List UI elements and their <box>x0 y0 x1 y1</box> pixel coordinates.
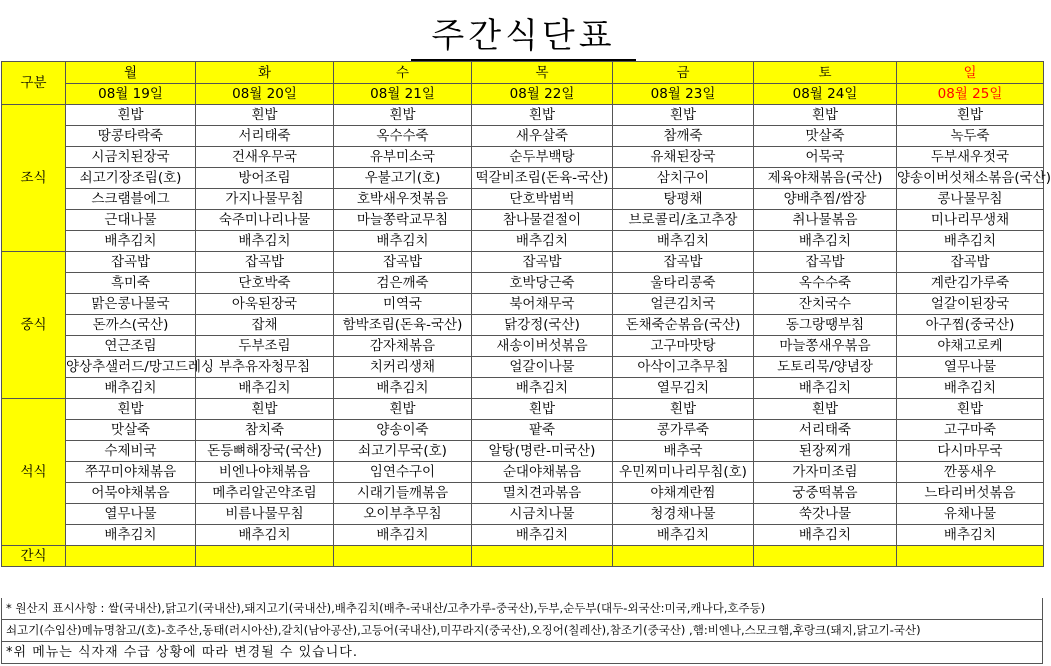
menu-item: 청경채나물 <box>613 504 754 525</box>
menu-item: 배추김치 <box>897 231 1044 252</box>
meal-row <box>2 420 1044 441</box>
menu-item: 맛살죽 <box>754 126 897 147</box>
menu-item: 팥죽 <box>472 420 613 441</box>
meal-row <box>2 399 1044 420</box>
menu-item: 배추김치 <box>334 378 472 399</box>
menu-item: 열무나물 <box>66 504 196 525</box>
meal-label: 석식 <box>2 399 66 546</box>
menu-item: 배추김치 <box>66 378 196 399</box>
menu-item: 멸치견과볶음 <box>472 483 613 504</box>
menu-item: 도토리묵/양념장 <box>754 357 897 378</box>
menu-item: 배추김치 <box>613 231 754 252</box>
menu-item: 호박새우젓볶음 <box>334 189 472 210</box>
snack-cell <box>196 546 334 567</box>
menu-item: 흰밥 <box>897 399 1044 420</box>
menu-item: 배추김치 <box>196 525 334 546</box>
menu-item: 다시마무국 <box>897 441 1044 462</box>
menu-item: 돈등뼈해장국(국산) <box>196 441 334 462</box>
menu-item: 배추김치 <box>196 378 334 399</box>
menu-item: 고구마맛탕 <box>613 336 754 357</box>
menu-item: 흰밥 <box>472 399 613 420</box>
menu-item: 방어조림 <box>196 168 334 189</box>
day-header: 화 <box>196 62 334 84</box>
header-gubun: 구분 <box>2 62 66 105</box>
menu-item: 알탕(명란-미국산) <box>472 441 613 462</box>
menu-item: 삼치구이 <box>613 168 754 189</box>
menu-item: 야채고로케 <box>897 336 1044 357</box>
menu-item: 열무나물 <box>897 357 1044 378</box>
menu-item: 가지나물무침 <box>196 189 334 210</box>
menu-item: 탕평채 <box>613 189 754 210</box>
menu-item: 배추국 <box>613 441 754 462</box>
snack-cell <box>66 546 196 567</box>
menu-item: 오이부추무침 <box>334 504 472 525</box>
menu-item: 고구마죽 <box>897 420 1044 441</box>
menu-item: 배추김치 <box>66 525 196 546</box>
meal-row <box>2 462 1044 483</box>
menu-item: 흰밥 <box>613 399 754 420</box>
meal-row <box>2 126 1044 147</box>
menu-item: 배추김치 <box>754 525 897 546</box>
menu-item: 참치죽 <box>196 420 334 441</box>
meal-row <box>2 294 1044 315</box>
meal-row <box>2 525 1044 546</box>
menu-item: 흰밥 <box>897 105 1044 126</box>
menu-item: 새우살죽 <box>472 126 613 147</box>
menu-item: 잡곡밥 <box>334 252 472 273</box>
menu-item: 감자채볶음 <box>334 336 472 357</box>
notes-section <box>1 598 1043 664</box>
menu-item: 맑은콩나물국 <box>66 294 196 315</box>
meal-row <box>2 336 1044 357</box>
menu-item: 비름나물무침 <box>196 504 334 525</box>
day-header: 목 <box>472 62 613 84</box>
meal-row <box>2 210 1044 231</box>
menu-item: 연근조림 <box>66 336 196 357</box>
menu-item: 잡곡밥 <box>754 252 897 273</box>
title-area <box>0 0 1047 60</box>
menu-item: 잔치국수 <box>754 294 897 315</box>
menu-item: 우민찌미나리무침(호) <box>613 462 754 483</box>
meal-row <box>2 105 1044 126</box>
menu-item: 우불고기(호) <box>334 168 472 189</box>
menu-item: 두부조림 <box>196 336 334 357</box>
menu-item: 함박조림(돈육-국산) <box>334 315 472 336</box>
menu-item: 배추김치 <box>472 231 613 252</box>
menu-item: 얼갈이된장국 <box>897 294 1044 315</box>
menu-item: 맛살죽 <box>66 420 196 441</box>
menu-item: 옥수수죽 <box>334 126 472 147</box>
menu-item: 양상추샐러드/망고드레싱 <box>66 357 196 378</box>
menu-item: 콩나물무침 <box>897 189 1044 210</box>
menu-item: 아구찜(중국산) <box>897 315 1044 336</box>
menu-item: 비엔나야채볶음 <box>196 462 334 483</box>
menu-item: 마늘쫑락교무침 <box>334 210 472 231</box>
menu-item: 된장찌개 <box>754 441 897 462</box>
menu-item: 잡곡밥 <box>66 252 196 273</box>
menu-item: 흰밥 <box>754 399 897 420</box>
day-header: 월 <box>66 62 196 84</box>
date-header: 08월 23일 <box>613 84 754 105</box>
menu-item: 계란김가루죽 <box>897 273 1044 294</box>
snack-cell <box>897 546 1044 567</box>
date-header: 08월 20일 <box>196 84 334 105</box>
menu-item: 배추김치 <box>334 525 472 546</box>
menu-item: 돈채죽순볶음(국산) <box>613 315 754 336</box>
menu-item: 배추김치 <box>196 231 334 252</box>
change-notice: *위 메뉴는 식자재 수급 상황에 따라 변경될 수 있습니다. <box>1 642 1043 664</box>
menu-item: 메추리알곤약조림 <box>196 483 334 504</box>
menu-item: 시금치된장국 <box>66 147 196 168</box>
menu-item: 돈까스(국산) <box>66 315 196 336</box>
menu-item: 흰밥 <box>66 105 196 126</box>
menu-item: 닭강정(국산) <box>472 315 613 336</box>
snack-cell <box>754 546 897 567</box>
date-header: 08월 19일 <box>66 84 196 105</box>
menu-item: 취나물볶음 <box>754 210 897 231</box>
page-title: 주간식단표 <box>411 8 635 61</box>
menu-item: 제육야채볶음(국산) <box>754 168 897 189</box>
date-header: 08월 24일 <box>754 84 897 105</box>
meal-row <box>2 147 1044 168</box>
meal-row <box>2 483 1044 504</box>
menu-item: 순대야채볶음 <box>472 462 613 483</box>
menu-item: 흰밥 <box>334 105 472 126</box>
menu-item: 유부미소국 <box>334 147 472 168</box>
menu-item: 콩가루죽 <box>613 420 754 441</box>
origin-note-detail: 쇠고기(수입산)메뉴명참고/(호)-호주산,동태(러시아산),갈치(남아공산),고등어(국내산),미꾸라지(중국산),오징어(칠레산),참조기(중국산) ,햄:비엔나,스모크햄,후랑크(돼지,닭고기-국산) <box>1 620 1043 642</box>
menu-item: 흰밥 <box>613 105 754 126</box>
day-header: 토 <box>754 62 897 84</box>
snack-row <box>2 546 1044 567</box>
menu-item: 참깨죽 <box>613 126 754 147</box>
menu-item: 시금치나물 <box>472 504 613 525</box>
day-header: 수 <box>334 62 472 84</box>
menu-item: 녹두죽 <box>897 126 1044 147</box>
snack-cell <box>472 546 613 567</box>
date-header: 08월 22일 <box>472 84 613 105</box>
menu-item: 어묵야채볶음 <box>66 483 196 504</box>
menu-item: 떡갈비조림(돈육-국산) <box>472 168 613 189</box>
origin-note: * 원산지 표시사항 : 쌀(국내산),닭고기(국내산),돼지고기(국내산),배추김치(배추-국내산/고추가루-중국산),두부,순두부(대두-외국산:미국,캐나다,호주등) <box>1 598 1043 620</box>
menu-item: 흰밥 <box>754 105 897 126</box>
menu-item: 열무김치 <box>613 378 754 399</box>
menu-item: 쇠고기무국(호) <box>334 441 472 462</box>
menu-item: 잡곡밥 <box>472 252 613 273</box>
meal-row <box>2 252 1044 273</box>
meal-label: 조식 <box>2 105 66 252</box>
menu-item: 배추김치 <box>754 231 897 252</box>
menu-item: 흰밥 <box>472 105 613 126</box>
meal-row <box>2 231 1044 252</box>
menu-item: 유채된장국 <box>613 147 754 168</box>
menu-item: 양배추찜/쌈장 <box>754 189 897 210</box>
menu-item: 울타리콩죽 <box>613 273 754 294</box>
menu-item: 수제비국 <box>66 441 196 462</box>
menu-item: 옥수수죽 <box>754 273 897 294</box>
snack-cell <box>613 546 754 567</box>
menu-item: 배추김치 <box>472 378 613 399</box>
meal-row <box>2 504 1044 525</box>
meal-row <box>2 315 1044 336</box>
meal-row <box>2 441 1044 462</box>
meal-row <box>2 378 1044 399</box>
menu-item: 흑미죽 <box>66 273 196 294</box>
menu-item: 스크램블에그 <box>66 189 196 210</box>
snack-label: 간식 <box>2 546 66 567</box>
menu-item: 흰밥 <box>196 105 334 126</box>
menu-item: 단호박범벅 <box>472 189 613 210</box>
menu-item: 단호박죽 <box>196 273 334 294</box>
menu-item: 근대나물 <box>66 210 196 231</box>
menu-item: 잡곡밥 <box>196 252 334 273</box>
menu-item: 쭈꾸미야채볶음 <box>66 462 196 483</box>
menu-item: 서리태죽 <box>754 420 897 441</box>
menu-item: 배추김치 <box>334 231 472 252</box>
menu-item: 두부새우젓국 <box>897 147 1044 168</box>
menu-item: 동그랑땡부침 <box>754 315 897 336</box>
menu-item: 부추유자청무침 <box>196 357 334 378</box>
menu-item: 잡곡밥 <box>897 252 1044 273</box>
menu-item: 브로콜리/초고추장 <box>613 210 754 231</box>
menu-item: 흰밥 <box>196 399 334 420</box>
menu-item: 흰밥 <box>334 399 472 420</box>
snack-cell <box>334 546 472 567</box>
day-header-sunday: 일 <box>897 62 1044 84</box>
day-header: 금 <box>613 62 754 84</box>
menu-item: 새송이버섯볶음 <box>472 336 613 357</box>
date-header: 08월 21일 <box>334 84 472 105</box>
menu-item: 건새우무국 <box>196 147 334 168</box>
menu-item: 치커리생채 <box>334 357 472 378</box>
menu-item: 야채계란찜 <box>613 483 754 504</box>
meal-row <box>2 273 1044 294</box>
meal-label: 중식 <box>2 252 66 399</box>
menu-item: 배추김치 <box>754 378 897 399</box>
menu-item: 땅콩타락죽 <box>66 126 196 147</box>
menu-item: 흰밥 <box>66 399 196 420</box>
menu-item: 잡곡밥 <box>613 252 754 273</box>
menu-item: 유채나물 <box>897 504 1044 525</box>
menu-item: 숙주미나리나물 <box>196 210 334 231</box>
menu-item: 얼갈이나물 <box>472 357 613 378</box>
date-header-sunday: 08월 25일 <box>897 84 1044 105</box>
menu-item: 마늘쫑새우볶음 <box>754 336 897 357</box>
menu-item: 순두부백탕 <box>472 147 613 168</box>
menu-item: 궁중떡볶음 <box>754 483 897 504</box>
menu-item: 느타리버섯볶음 <box>897 483 1044 504</box>
menu-item: 참나물겉절이 <box>472 210 613 231</box>
menu-item: 쇠고기장조림(호) <box>66 168 196 189</box>
menu-item: 양송이죽 <box>334 420 472 441</box>
menu-item: 얼큰김치국 <box>613 294 754 315</box>
menu-item: 북어채무국 <box>472 294 613 315</box>
menu-item: 임연수구이 <box>334 462 472 483</box>
menu-item: 아삭이고추무침 <box>613 357 754 378</box>
menu-item: 어묵국 <box>754 147 897 168</box>
menu-item: 깐풍새우 <box>897 462 1044 483</box>
menu-item: 미나리무생채 <box>897 210 1044 231</box>
menu-item: 시래기들깨볶음 <box>334 483 472 504</box>
menu-item: 쑥갓나물 <box>754 504 897 525</box>
menu-item: 배추김치 <box>897 378 1044 399</box>
menu-item: 잡채 <box>196 315 334 336</box>
menu-item: 가자미조림 <box>754 462 897 483</box>
meal-row <box>2 189 1044 210</box>
menu-item: 미역국 <box>334 294 472 315</box>
menu-item: 배추김치 <box>613 525 754 546</box>
meal-row <box>2 357 1044 378</box>
menu-item: 양송이버섯채소볶음(국산) <box>897 168 1044 189</box>
menu-item: 아욱된장국 <box>196 294 334 315</box>
menu-item: 서리태죽 <box>196 126 334 147</box>
menu-item: 검은깨죽 <box>334 273 472 294</box>
menu-item: 배추김치 <box>472 525 613 546</box>
weekly-menu-table <box>1 61 1051 567</box>
menu-item: 호박당근죽 <box>472 273 613 294</box>
menu-item: 배추김치 <box>897 525 1044 546</box>
meal-row <box>2 168 1044 189</box>
menu-item: 배추김치 <box>66 231 196 252</box>
